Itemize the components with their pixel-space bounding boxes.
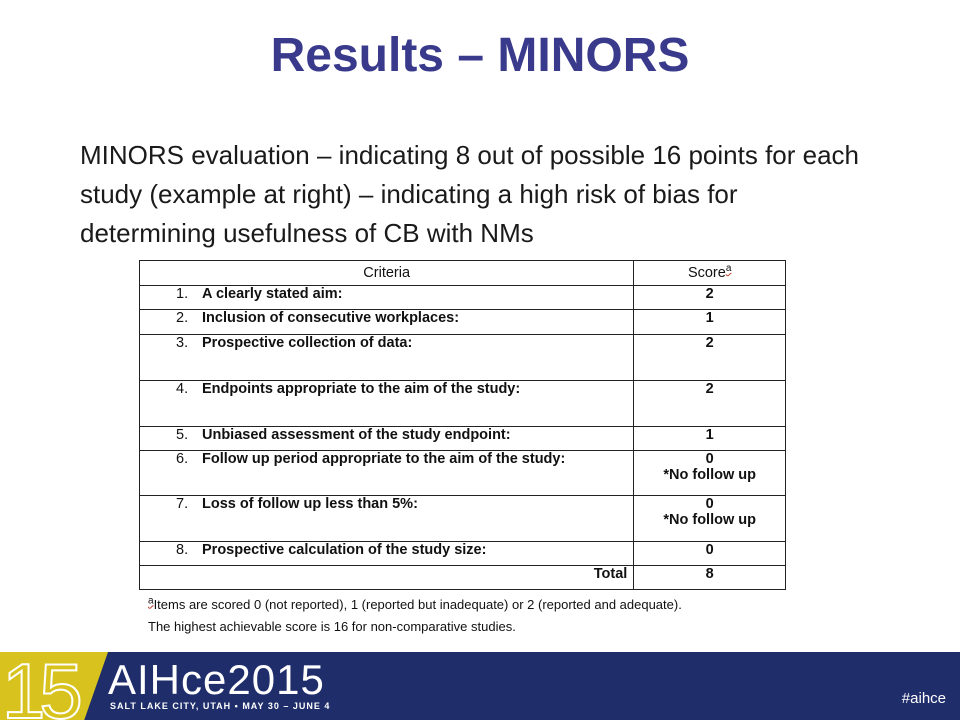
- total-score: 8: [634, 566, 786, 590]
- total-label: Total: [140, 566, 634, 590]
- row-score-note: *No follow up: [663, 467, 756, 483]
- footnote-line-2: The highest achievable score is 16 for non-comparative studies.: [148, 619, 516, 634]
- footnote-text-1: Items are scored 0 (not reported), 1 (reported but inadequate) or 2 (reported and adequate).: [153, 597, 682, 612]
- slide-title: Results – MINORS: [270, 29, 690, 82]
- table-row: [140, 310, 786, 335]
- row-number: 3.: [176, 335, 189, 351]
- header-score-sup: a: [725, 263, 732, 275]
- row-score: 2: [634, 381, 786, 427]
- row-criterion: Endpoints appropriate to the aim of the study:: [202, 381, 521, 397]
- table-row: [140, 451, 786, 496]
- header-criteria: Criteria: [140, 261, 634, 286]
- row-number: 2.: [176, 310, 189, 326]
- row-number: 8.: [176, 542, 189, 558]
- footnote-line-1: [148, 594, 808, 616]
- row-score-value: 0: [705, 496, 714, 512]
- row-criterion: A clearly stated aim:: [202, 286, 343, 302]
- table-row: [140, 496, 786, 542]
- row-number: 5.: [176, 427, 189, 443]
- row-score: 2: [634, 286, 786, 310]
- row-score: [634, 451, 786, 496]
- row-score: [634, 496, 786, 542]
- header-score-label: Score: [687, 265, 726, 281]
- table-header-row: [140, 261, 786, 286]
- row-criterion: Follow up period appropriate to the aim of the study:: [202, 451, 566, 467]
- row-criterion: Inclusion of consecutive workplaces:: [202, 310, 460, 326]
- header-score: [634, 261, 786, 286]
- conference-location-dates: SALT LAKE CITY, UTAH • MAY 30 – JUNE 4: [110, 701, 331, 711]
- footnote-sup: a: [148, 595, 154, 607]
- row-number: 1.: [176, 286, 189, 302]
- row-score-value: 0: [705, 451, 714, 467]
- row-number: 4.: [176, 381, 189, 397]
- row-score: 1: [634, 310, 786, 335]
- footer-banner: [0, 647, 960, 720]
- row-criterion: Unbiased assessment of the study endpoint:: [202, 427, 511, 443]
- table-row: [140, 381, 786, 427]
- row-score-note: *No follow up: [663, 512, 756, 528]
- table-row: [140, 286, 786, 310]
- row-number: 7.: [176, 496, 189, 512]
- row-score: 0: [634, 542, 786, 566]
- row-score: 1: [634, 427, 786, 451]
- table-footnote: [148, 594, 808, 638]
- table-row: [140, 335, 786, 381]
- minors-table: [139, 260, 786, 590]
- footer-year-mark: 15: [2, 647, 77, 720]
- table-total-row: [140, 566, 786, 590]
- conference-logo: AIHce2015: [108, 656, 325, 703]
- row-criterion: Prospective calculation of the study size:: [202, 542, 487, 558]
- table-row: [140, 427, 786, 451]
- table-row: [140, 542, 786, 566]
- row-criterion: Loss of follow up less than 5%:: [202, 496, 418, 512]
- body-paragraph: MINORS evaluation – indicating 8 out of possible 16 points for each study (example at right) – indicating a high risk of bias for determining usefulness of CB with NMs: [80, 140, 860, 248]
- row-score: 2: [634, 335, 786, 381]
- hashtag-label: #aihce: [901, 690, 946, 707]
- row-criterion: Prospective collection of data:: [202, 335, 413, 351]
- row-number: 6.: [176, 451, 189, 467]
